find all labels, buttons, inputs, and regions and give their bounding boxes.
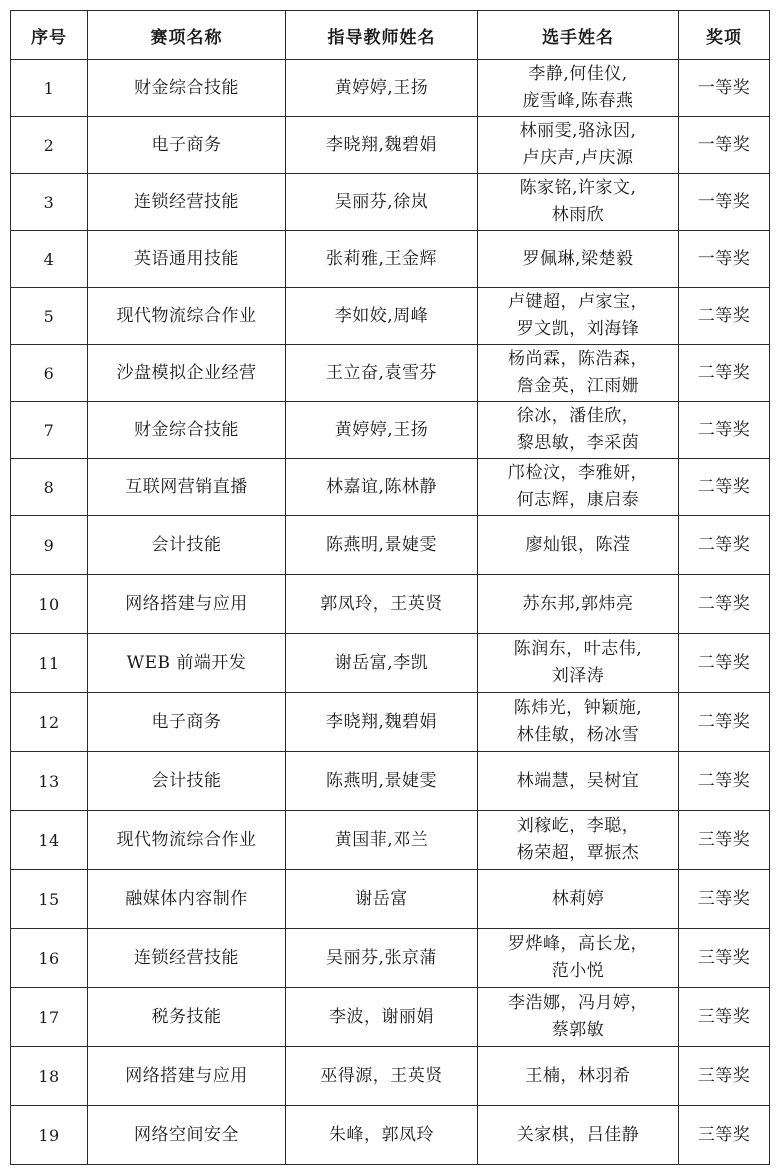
cell-award: 三等奖 — [679, 988, 770, 1047]
cell-award: 二等奖 — [679, 459, 770, 516]
cell-award: 三等奖 — [679, 811, 770, 870]
cell-award: 一等奖 — [679, 231, 770, 288]
cell-students: 罗烨峰，高长龙， 范小悦 — [478, 929, 679, 988]
cell-teacher: 黄国菲,邓兰 — [286, 811, 478, 870]
cell-no: 14 — [11, 811, 88, 870]
cell-award: 二等奖 — [679, 752, 770, 811]
cell-event: 互联网营销直播 — [88, 459, 286, 516]
cell-award: 二等奖 — [679, 693, 770, 752]
cell-students: 卢键超，卢家宝， 罗文凯，刘海锋 — [478, 288, 679, 345]
table-row — [11, 117, 770, 174]
cell-award: 三等奖 — [679, 870, 770, 929]
table-row — [11, 231, 770, 288]
cell-event: 网络空间安全 — [88, 1106, 286, 1165]
table-row — [11, 929, 770, 988]
cell-students: 罗佩琳,梁楚毅 — [478, 231, 679, 288]
cell-teacher: 巫得源，王英贤 — [286, 1047, 478, 1106]
header-teacher: 指导教师姓名 — [286, 11, 478, 60]
cell-students: 陈润东，叶志伟, 刘泽涛 — [478, 634, 679, 693]
cell-award: 一等奖 — [679, 174, 770, 231]
cell-teacher: 王立奋,袁雪芬 — [286, 345, 478, 402]
cell-teacher: 李晓翔,魏碧娟 — [286, 117, 478, 174]
cell-students: 陈家铭,许家文, 林雨欣 — [478, 174, 679, 231]
cell-students: 廖灿银，陈滢 — [478, 516, 679, 575]
table-row — [11, 634, 770, 693]
cell-no: 2 — [11, 117, 88, 174]
cell-event: 连锁经营技能 — [88, 929, 286, 988]
cell-event: 会计技能 — [88, 516, 286, 575]
cell-no: 12 — [11, 693, 88, 752]
table-row — [11, 988, 770, 1047]
table-row — [11, 575, 770, 634]
cell-students: 邝检汶，李雅妍， 何志辉，康启泰 — [478, 459, 679, 516]
cell-award: 三等奖 — [679, 929, 770, 988]
table-header-row — [11, 11, 770, 60]
cell-teacher: 陈燕明,景婕雯 — [286, 752, 478, 811]
cell-event: 现代物流综合作业 — [88, 811, 286, 870]
cell-award: 一等奖 — [679, 60, 770, 117]
cell-teacher: 郭凤玲，王英贤 — [286, 575, 478, 634]
cell-no: 13 — [11, 752, 88, 811]
cell-no: 10 — [11, 575, 88, 634]
cell-teacher: 黄婷婷,王扬 — [286, 402, 478, 459]
awards-table — [10, 10, 770, 1165]
cell-award: 二等奖 — [679, 634, 770, 693]
header-students: 选手姓名 — [478, 11, 679, 60]
cell-teacher: 黄婷婷,王扬 — [286, 60, 478, 117]
table-row — [11, 402, 770, 459]
cell-students: 徐冰，潘佳欣， 黎思敏，李采茵 — [478, 402, 679, 459]
cell-teacher: 李晓翔,魏碧娟 — [286, 693, 478, 752]
cell-no: 15 — [11, 870, 88, 929]
cell-no: 7 — [11, 402, 88, 459]
table-row — [11, 693, 770, 752]
cell-award: 二等奖 — [679, 288, 770, 345]
cell-no: 1 — [11, 60, 88, 117]
table-row — [11, 752, 770, 811]
cell-no: 11 — [11, 634, 88, 693]
cell-students: 关家棋，吕佳静 — [478, 1106, 679, 1165]
cell-teacher: 张莉雅,王金辉 — [286, 231, 478, 288]
cell-award: 二等奖 — [679, 575, 770, 634]
cell-no: 3 — [11, 174, 88, 231]
cell-teacher: 李波，谢丽娟 — [286, 988, 478, 1047]
header-no: 序号 — [11, 11, 88, 60]
cell-teacher: 吴丽芬,徐岚 — [286, 174, 478, 231]
table-row — [11, 459, 770, 516]
cell-award: 二等奖 — [679, 516, 770, 575]
cell-students: 陈炜光，钟颖施, 林佳敏，杨冰雪 — [478, 693, 679, 752]
cell-event: 沙盘模拟企业经营 — [88, 345, 286, 402]
cell-event: 英语通用技能 — [88, 231, 286, 288]
cell-students: 林丽雯,骆泳因, 卢庆声,卢庆源 — [478, 117, 679, 174]
cell-teacher: 朱峰，郭凤玲 — [286, 1106, 478, 1165]
cell-award: 二等奖 — [679, 402, 770, 459]
cell-event: 电子商务 — [88, 117, 286, 174]
table-row — [11, 345, 770, 402]
cell-teacher: 谢岳富 — [286, 870, 478, 929]
cell-event: 会计技能 — [88, 752, 286, 811]
cell-event: 电子商务 — [88, 693, 286, 752]
table-row — [11, 1047, 770, 1106]
cell-students: 林端慧，吴树宜 — [478, 752, 679, 811]
cell-no: 8 — [11, 459, 88, 516]
cell-students: 杨尚霖，陈浩森， 詹金英，江雨姗 — [478, 345, 679, 402]
table-row — [11, 288, 770, 345]
table-row — [11, 1106, 770, 1165]
cell-no: 4 — [11, 231, 88, 288]
cell-event: 现代物流综合作业 — [88, 288, 286, 345]
cell-no: 9 — [11, 516, 88, 575]
cell-no: 5 — [11, 288, 88, 345]
cell-award: 二等奖 — [679, 345, 770, 402]
cell-students: 李浩娜，冯月婷， 蔡郭敏 — [478, 988, 679, 1047]
awards-document — [10, 10, 769, 1165]
cell-award: 一等奖 — [679, 117, 770, 174]
cell-students: 刘稼屹，李聪， 杨荣超，覃振杰 — [478, 811, 679, 870]
cell-students: 王楠，林羽希 — [478, 1047, 679, 1106]
cell-event: 财金综合技能 — [88, 60, 286, 117]
cell-event: 网络搭建与应用 — [88, 1047, 286, 1106]
cell-event: WEB 前端开发 — [88, 634, 286, 693]
table-row — [11, 516, 770, 575]
table-row — [11, 870, 770, 929]
cell-event: 融媒体内容制作 — [88, 870, 286, 929]
cell-no: 18 — [11, 1047, 88, 1106]
cell-no: 6 — [11, 345, 88, 402]
table-row — [11, 174, 770, 231]
cell-students: 苏东邦,郭炜亮 — [478, 575, 679, 634]
cell-award: 三等奖 — [679, 1106, 770, 1165]
cell-event: 税务技能 — [88, 988, 286, 1047]
cell-teacher: 谢岳富,李凯 — [286, 634, 478, 693]
cell-no: 16 — [11, 929, 88, 988]
table-row — [11, 811, 770, 870]
cell-event: 财金综合技能 — [88, 402, 286, 459]
cell-teacher: 李如姣,周峰 — [286, 288, 478, 345]
cell-students: 李静,何佳仪, 庞雪峰,陈春燕 — [478, 60, 679, 117]
cell-teacher: 林嘉谊,陈林静 — [286, 459, 478, 516]
cell-teacher: 吴丽芬,张京蒲 — [286, 929, 478, 988]
cell-event: 连锁经营技能 — [88, 174, 286, 231]
header-award: 奖项 — [679, 11, 770, 60]
cell-teacher: 陈燕明,景婕雯 — [286, 516, 478, 575]
cell-event: 网络搭建与应用 — [88, 575, 286, 634]
header-event: 赛项名称 — [88, 11, 286, 60]
cell-no: 17 — [11, 988, 88, 1047]
cell-award: 三等奖 — [679, 1047, 770, 1106]
cell-students: 林莉婷 — [478, 870, 679, 929]
table-row — [11, 60, 770, 117]
cell-no: 19 — [11, 1106, 88, 1165]
